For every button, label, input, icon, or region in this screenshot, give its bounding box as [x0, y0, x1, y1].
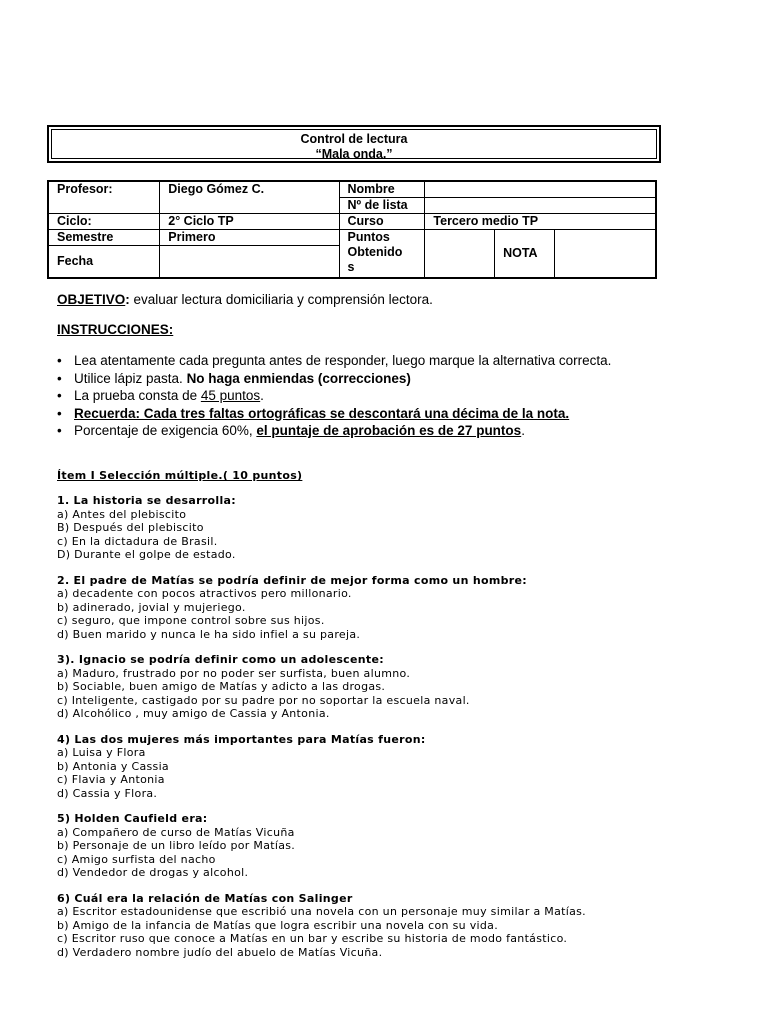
profesor-value: Diego Gómez C.: [160, 181, 339, 214]
option[interactable]: d) Alcohólico , muy amigo de Cassia y Antonia.: [57, 707, 330, 720]
instruction-text-4: Recuerda: Cada tres faltas ortográficas se descontará una décima de la nota.: [74, 405, 570, 421]
question-title: 1. La historia se desarrolla:: [57, 494, 236, 507]
option[interactable]: c) En la dictadura de Brasil.: [57, 534, 218, 548]
objective: [57, 292, 433, 307]
nota-field[interactable]: [555, 230, 657, 278]
puntos-label-line2: Obtenido: [347, 245, 403, 259]
question-title: 6) Cuál era la relación de Matías con Salinger: [57, 891, 353, 905]
option[interactable]: c) Inteligente, castigado por su padre por no soportar la escuela naval.: [57, 693, 470, 707]
question-5: [57, 812, 747, 880]
puntos-field[interactable]: [425, 230, 495, 278]
instruction-text-5c: .: [521, 423, 525, 438]
title-line-1: Control de lectura: [300, 132, 408, 146]
info-table: [47, 180, 657, 279]
profesor-label: Profesor:: [48, 181, 160, 214]
nombre-field[interactable]: [425, 181, 656, 198]
option[interactable]: a) Escritor estadounidense que escribió una novela con un personaje muy similar a Matías.: [57, 905, 586, 918]
instruction-text-1: Lea atentamente cada pregunta antes de responder, luego marque la alternativa correcta.: [74, 353, 612, 368]
instruction-item: [57, 352, 717, 370]
option[interactable]: b) adinerado, jovial y mujeriego.: [57, 600, 246, 614]
objective-text: evaluar lectura domiciliaria y comprensión lectora.: [129, 292, 433, 307]
option[interactable]: d) Cassia y Flora.: [57, 786, 158, 800]
puntos-label: [339, 230, 425, 278]
option[interactable]: d) Vendedor de drogas y alcohol.: [57, 866, 249, 879]
option[interactable]: b) Personaje de un libro leído por Matías.: [57, 839, 296, 852]
option[interactable]: a) decadente con pocos atractivos pero millonario.: [57, 587, 352, 600]
instruction-item: [57, 387, 717, 405]
ciclo-value: 2° Ciclo TP: [160, 214, 339, 230]
question-2: [57, 574, 747, 642]
option[interactable]: c) Amigo surfista del nacho: [57, 852, 216, 866]
option[interactable]: c) Flavia y Antonia: [57, 773, 165, 786]
option[interactable]: a) Antes del plebiscito: [57, 507, 187, 521]
option[interactable]: d) Buen marido y nunca le ha sido infiel a su pareja.: [57, 627, 361, 641]
instruction-text-5b: el puntaje de aprobación es de 27 puntos: [256, 423, 522, 438]
puntos-label-line1: Puntos: [347, 230, 390, 244]
title-box: [47, 125, 661, 163]
instruction-text-2b: No haga enmiendas (correcciones): [186, 370, 411, 386]
item-heading: Ítem I Selección múltiple.( 10 puntos): [57, 469, 303, 482]
question-4: [57, 733, 747, 801]
instructions-heading: INSTRUCCIONES:: [57, 322, 174, 337]
curso-label: Curso: [339, 214, 425, 230]
instruction-text-3a: La prueba consta de: [74, 388, 201, 403]
option[interactable]: a) Luisa y Flora: [57, 746, 146, 759]
option[interactable]: b) Amigo de la infancia de Matías que logra escribir una novela con su vida.: [57, 918, 498, 932]
fecha-label: Fecha: [48, 246, 160, 278]
option[interactable]: c) seguro, que impone control sobre sus hijos.: [57, 614, 325, 627]
instruction-text-3c: .: [260, 388, 264, 403]
question-6: [57, 892, 747, 960]
option[interactable]: d) Verdadero nombre judío del abuelo de Matías Vicuña.: [57, 945, 383, 959]
question-title: 2. El padre de Matías se podría definir de mejor forma como un hombre:: [57, 573, 527, 587]
option[interactable]: D) Durante el golpe de estado.: [57, 548, 236, 561]
objective-colon: :: [125, 292, 130, 307]
semestre-value: Primero: [160, 230, 339, 246]
nota-label: NOTA: [495, 230, 555, 278]
instructions-list: [57, 352, 717, 440]
instruction-item: [57, 422, 717, 440]
quiz-section: [57, 468, 747, 971]
semestre-label: Semestre: [48, 230, 160, 246]
option[interactable]: a) Maduro, frustrado por no poder ser surfista, buen alumno.: [57, 666, 411, 680]
option[interactable]: c) Escritor ruso que conoce a Matías en un bar y escribe su historia de modo fantástico.: [57, 932, 568, 945]
question-title: 4) Las dos mujeres más importantes para Matías fueron:: [57, 732, 426, 746]
title-line-2: “Mala onda.”: [315, 147, 393, 161]
option[interactable]: a) Compañero de curso de Matías Vicuña: [57, 825, 295, 839]
objective-label: OBJETIVO: [57, 292, 126, 307]
question-3: [57, 653, 747, 721]
instruction-item: [57, 370, 717, 388]
option[interactable]: B) Después del plebiscito: [57, 521, 204, 534]
instruction-text-3b: 45 puntos: [200, 388, 261, 403]
nlista-label: Nº de lista: [339, 198, 425, 214]
nlista-field[interactable]: [425, 198, 656, 214]
fecha-field[interactable]: [160, 246, 339, 278]
curso-value: Tercero medio TP: [425, 214, 656, 230]
ciclo-label: Ciclo:: [48, 214, 160, 230]
question-1: [57, 494, 747, 562]
option[interactable]: b) Sociable, buen amigo de Matías y adicto a las drogas.: [57, 680, 386, 693]
option[interactable]: b) Antonia y Cassia: [57, 759, 169, 773]
puntos-label-line3: s: [347, 260, 355, 274]
question-title: 3). Ignacio se podría definir como un adolescente:: [57, 653, 384, 666]
instruction-item: [57, 405, 717, 423]
title-inner: [51, 129, 657, 159]
instruction-text-5a: Porcentaje de exigencia 60%,: [74, 423, 257, 438]
question-title: 5) Holden Caufield era:: [57, 812, 208, 825]
instruction-text-2a: Utilice lápiz pasta.: [74, 370, 187, 386]
nombre-label: Nombre: [339, 181, 425, 198]
